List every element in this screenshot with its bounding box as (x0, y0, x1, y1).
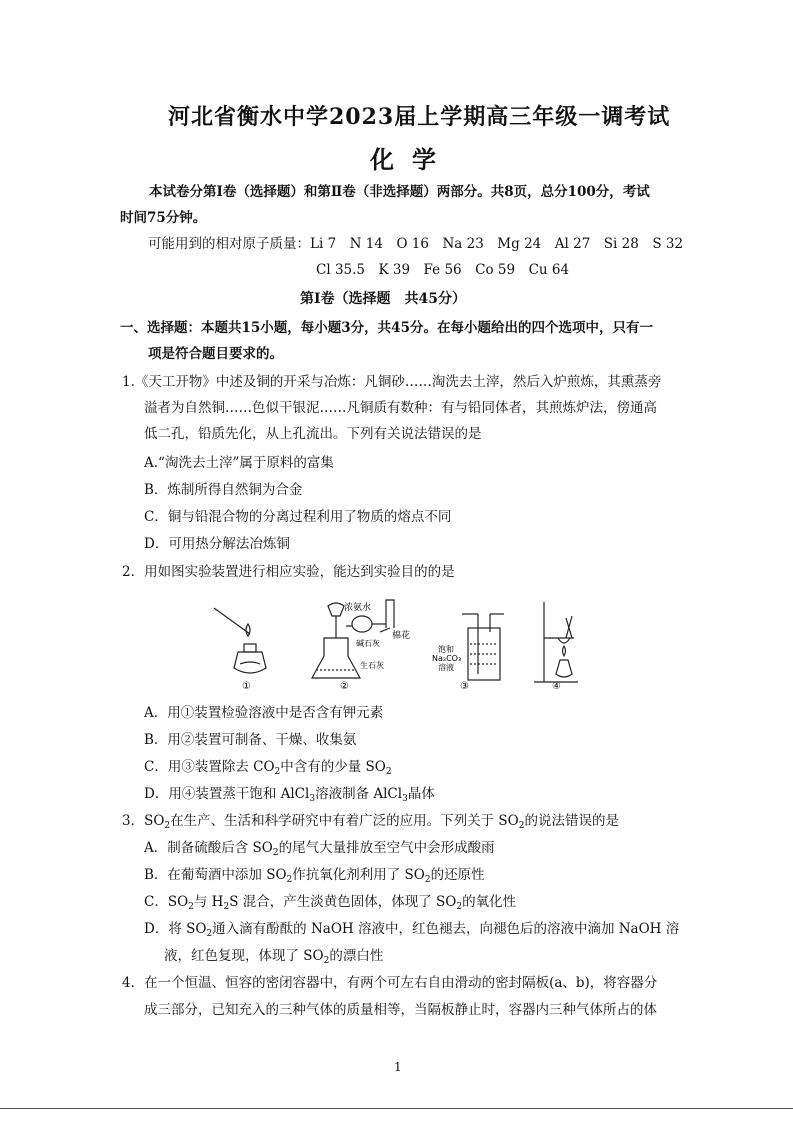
q3-option-d-line-1: D．将 $SO_2$通入滴有酚酞的 NaOH 溶液中，红色褪去，向褪色后的溶液中滴加 NaOH 溶 (144, 921, 680, 939)
apparatus-figure (200, 598, 600, 693)
q3-option-c: C．$SO_2$与 $H_2S$ 混合，产生淡黄色固体，体现了 $SO_2$的氧化性 (144, 894, 517, 912)
q1-option-c: C．铜与铅混合物的分离过程利用了物质的熔点不同 (144, 509, 452, 525)
q2-option-b: B．用②装置可制备、干燥、收集氨 (144, 732, 357, 748)
label-conc-ammonia: 浓氨水 (344, 603, 372, 613)
section-heading: 第Ⅰ卷（选择题 共45分） (300, 291, 467, 307)
q1-option-b: B．炼制所得自然铜为合金 (144, 482, 303, 498)
page-bottom-border (0, 1108, 793, 1109)
section-instructions-2: 项是符合题目要求的。 (148, 346, 283, 362)
label-saturated-1: 饱和 (438, 645, 454, 654)
label-quicklime: 生石灰 (360, 661, 384, 670)
intro-line-2: 时间75分钟。 (120, 210, 207, 226)
label-cotton: 棉花 (392, 631, 411, 641)
q4-stem-line-2: 成三部分，已知充入的三种气体的质量相等，当隔板静止时，容器内三种气体所占的体 (144, 1002, 657, 1018)
label-saturated-2: Na₂CO₃ (432, 654, 462, 663)
label-saturated-3: 溶液 (438, 663, 454, 672)
label-soda-lime: 碱石灰 (356, 639, 380, 648)
apparatus-3-gas-wash (462, 614, 504, 680)
q2-stem: 2．用如图实验装置进行相应实验，能达到实验目的的是 (122, 564, 455, 580)
q2-option-c: C．用③装置除去 $CO_2$中含有的少量 $SO_2$ (144, 759, 392, 777)
q2-option-d: D．用④装置蒸干饱和 AlCl$_3$溶液制备 AlCl$_3$晶体 (144, 786, 435, 804)
apparatus-1-flame-test (214, 608, 266, 673)
figure-label-1: ① (242, 681, 251, 692)
q3-option-b: B．在葡萄酒中添加 $SO_2$作抗氧化剂利用了 $SO_2$的还原性 (144, 867, 485, 885)
q1-stem-line-3: 低二孔，铅质先化，从上孔流出。下列有关说法错误的是 (144, 426, 482, 442)
q1-stem-line-2: 溢者为自然铜……色似干银泥……凡铜质有数种：有与铅同体者，其煎炼炉法，傍通高 (144, 400, 657, 416)
figure-label-3: ③ (460, 681, 469, 692)
atomic-masses-line-2: Cl 35.5 K 39 Fe 56 Co 59 Cu 64 (316, 262, 570, 278)
page-title: 河北省衡水中学2023届上学期高三年级一调考试 (168, 104, 671, 130)
q1-option-d: D．可用热分解法冶炼铜 (144, 536, 290, 552)
section-instructions-1: 一、选择题：本题共15小题，每小题3分，共45分。在每小题给出的四个选项中，只有一 (120, 320, 653, 336)
q2-option-a: A．用①装置检验溶液中是否含有钾元素 (144, 705, 384, 721)
figure-label-4: ④ (552, 681, 561, 692)
q3-option-a: A．制备硫酸后含 $SO_2$的尾气大量排放至空气中会形成酸雨 (144, 840, 495, 858)
q1-stem-line-1: 1.《天工开物》中述及铜的开采与冶炼：凡铜砂……淘洗去土滓，然后入炉煎炼，其熏蒸旁 (122, 374, 662, 390)
intro-line-1: 本试卷分第Ⅰ卷（选择题）和第Ⅱ卷（非选择题）两部分。共8页，总分100分，考试 (149, 184, 650, 200)
q3-option-d-line-2: 液，红色复现，体现了 $SO_2$的漂白性 (164, 948, 384, 966)
apparatus-4-evaporation (534, 602, 578, 682)
figure-label-2: ② (340, 681, 349, 692)
subject-title: 化学 (370, 145, 454, 174)
q1-option-a: A.“淘洗去土滓”属于原料的富集 (144, 455, 334, 471)
q4-stem-line-1: 4．在一个恒温、恒容的密闭容器中，有两个可左右自由滑动的密封隔板(a、b)，将容器分 (122, 975, 658, 991)
page-number: 1 (394, 1060, 402, 1074)
q3-stem: 3．$SO_2$在生产、生活和科学研究中有着广泛的应用。下列关于 $SO_2$的说法错误的是 (122, 813, 619, 831)
atomic-masses-line-1: 可能用到的相对原子质量：Li 7 N 14 O 16 Na 23 Mg 24 Al 27 Si 28 S 32 (148, 236, 684, 252)
